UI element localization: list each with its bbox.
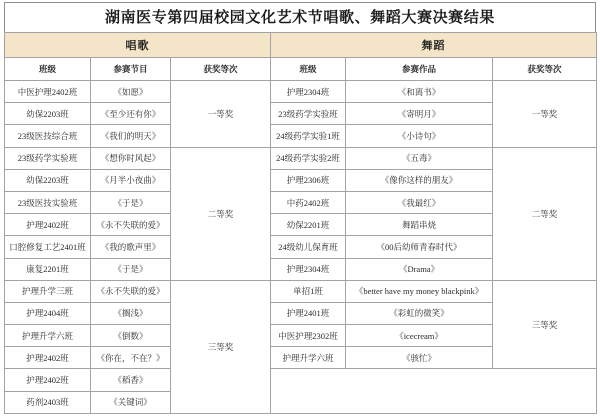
dance-work-cell: 舞蹈串烧 [346, 214, 493, 236]
dance-work-cell: 《和离书》 [346, 81, 493, 103]
section-dance-header: 舞蹈 [271, 33, 597, 58]
column-header-row [5, 58, 597, 81]
dance-work-cell: 《icecream》 [346, 325, 493, 347]
singing-award-cell: 二等奖 [171, 147, 271, 280]
dance-class-cell: 护理2306班 [271, 169, 346, 191]
singing-class-cell: 幼保2203班 [5, 103, 91, 125]
dance-award-column-header: 获奖等次 [493, 58, 597, 81]
results-body [5, 81, 597, 414]
singing-award-column-header: 获奖等次 [171, 58, 271, 81]
dance-class-cell: 24级药学实验1班 [271, 125, 346, 147]
singing-class-cell: 护理2402班 [5, 347, 91, 369]
dance-class-cell: 幼保2201班 [271, 214, 346, 236]
dance-work-cell: 《Drama》 [346, 258, 493, 280]
singing-work-cell: 《于是》 [91, 191, 171, 213]
section-singing-header: 唱歌 [5, 33, 271, 58]
dance-work-cell: 《我最红》 [346, 191, 493, 213]
page-title: 湖南医专第四届校园文化艺术节唱歌、舞蹈大赛决赛结果 [4, 2, 596, 32]
singing-work-cell: 《如愿》 [91, 81, 171, 103]
singing-work-cell: 《永不失联的爱》 [91, 280, 171, 302]
dance-class-cell: 护理2401班 [271, 302, 346, 324]
dance-class-cell: 中药2402班 [271, 191, 346, 213]
singing-class-cell: 护理升学六班 [5, 325, 91, 347]
singing-class-cell: 护理2404班 [5, 302, 91, 324]
singing-class-cell: 护理2402班 [5, 369, 91, 391]
section-header-row [5, 33, 597, 58]
singing-class-column-header: 班级 [5, 58, 91, 81]
singing-work-cell: 《至少还有你》 [91, 103, 171, 125]
singing-work-cell: 《搁浅》 [91, 302, 171, 324]
singing-award-cell: 三等奖 [171, 280, 271, 413]
singing-class-cell: 幼保2203班 [5, 169, 91, 191]
dance-class-cell: 中医护理2302班 [271, 325, 346, 347]
dance-work-cell: 《00后幼师青春时代》 [346, 236, 493, 258]
singing-class-cell: 中医护理2402班 [5, 81, 91, 103]
singing-class-cell: 康复2201班 [5, 258, 91, 280]
singing-work-column-header: 参赛节目 [91, 58, 171, 81]
dance-class-cell: 24级药学实验2班 [271, 147, 346, 169]
dance-class-column-header: 班级 [271, 58, 346, 81]
singing-work-cell: 《稻香》 [91, 369, 171, 391]
singing-work-cell: 《想你时风起》 [91, 147, 171, 169]
singing-work-cell: 《我的歌声里》 [91, 236, 171, 258]
singing-work-cell: 《永不失联的爱》 [91, 214, 171, 236]
singing-work-cell: 《我们的明天》 [91, 125, 171, 147]
dance-work-cell: 《彩虹的微笑》 [346, 302, 493, 324]
dance-work-cell: 《五毒》 [346, 147, 493, 169]
dance-class-cell: 24级幼儿保育班 [271, 236, 346, 258]
dance-award-cell: 二等奖 [493, 147, 597, 280]
results-table [4, 32, 597, 414]
table-row [5, 81, 597, 103]
dance-work-cell: 《像你这样的朋友》 [346, 169, 493, 191]
dance-work-cell: 《骇忙》 [346, 347, 493, 369]
singing-work-cell: 《月半小夜曲》 [91, 169, 171, 191]
singing-class-cell: 口腔修复工艺2401班 [5, 236, 91, 258]
dance-work-cell: 《better have my money blackpink》 [346, 280, 493, 302]
dance-work-cell: 《寄明月》 [346, 103, 493, 125]
singing-class-cell: 药剂2403班 [5, 391, 91, 413]
singing-work-cell: 《倒数》 [91, 325, 171, 347]
singing-class-cell: 23级药学实验班 [5, 147, 91, 169]
results-sheet [4, 2, 596, 414]
singing-work-cell: 《于是》 [91, 258, 171, 280]
singing-award-cell: 一等奖 [171, 81, 271, 148]
dance-award-cell: 三等奖 [493, 280, 597, 369]
dance-class-cell: 护理升学六班 [271, 347, 346, 369]
dance-class-cell: 23级药学实验班 [271, 103, 346, 125]
singing-class-cell: 23级医技实验班 [5, 191, 91, 213]
dance-work-cell: 《小诗句》 [346, 125, 493, 147]
table-row [5, 280, 597, 302]
dance-award-cell: 一等奖 [493, 81, 597, 148]
dance-class-cell: 护理2304班 [271, 258, 346, 280]
singing-class-cell: 23级医技综合班 [5, 125, 91, 147]
table-row [5, 147, 597, 169]
table-row [5, 369, 597, 391]
singing-class-cell: 护理2402班 [5, 214, 91, 236]
singing-work-cell: 《关键词》 [91, 391, 171, 413]
singing-class-cell: 护理升学三班 [5, 280, 91, 302]
dance-class-cell: 护理2304班 [271, 81, 346, 103]
dance-empty-cell [271, 369, 597, 413]
dance-class-cell: 单招1班 [271, 280, 346, 302]
dance-work-column-header: 参赛作品 [346, 58, 493, 81]
singing-work-cell: 《你在，不在？》 [91, 347, 171, 369]
